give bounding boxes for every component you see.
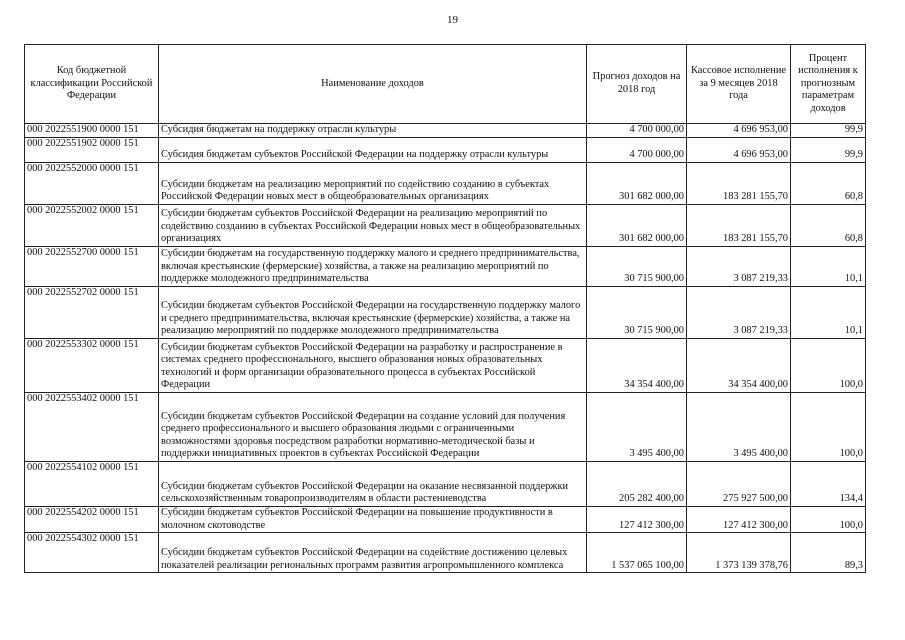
header-percent: Процент исполнения к прогнозным параметрам доходов [791, 45, 866, 124]
table-row [25, 163, 866, 205]
table-row [25, 507, 866, 533]
page-number: 19 [447, 14, 458, 26]
row-executed: 183 281 155,70 [687, 205, 791, 247]
row-forecast: 4 700 000,00 [587, 138, 687, 163]
row-executed: 275 927 500,00 [687, 462, 791, 507]
row-name: Субсидия бюджетам на поддержку отрасли культуры [159, 124, 587, 138]
row-executed: 4 696 953,00 [687, 124, 791, 138]
row-name: Субсидии бюджетам субъектов Российской Федерации на реализацию мероприятий по содействию созданию в субъектах Российской Федерации новых мест в общеобразовательных организациях [159, 205, 587, 247]
row-code: 000 2022552702 0000 151 [25, 287, 159, 339]
header-name: Наименование доходов [159, 45, 587, 124]
row-name: Субсидия бюджетам субъектов Российской Федерации на поддержку отрасли культуры [159, 138, 587, 163]
row-code: 000 2022553302 0000 151 [25, 339, 159, 393]
revenue-table [24, 44, 866, 573]
row-percent: 100,0 [791, 507, 866, 533]
row-code: 000 2022552002 0000 151 [25, 205, 159, 247]
row-percent: 89,3 [791, 533, 866, 573]
row-executed: 127 412 300,00 [687, 507, 791, 533]
row-code: 000 2022552000 0000 151 [25, 163, 159, 205]
row-forecast: 205 282 400,00 [587, 462, 687, 507]
row-executed: 4 696 953,00 [687, 138, 791, 163]
row-name: Субсидии бюджетам субъектов Российской Федерации на государственную поддержку малого и среднего предпринимательства, включая крестьянские (фермерские) хозяйства, а также на реализацию мероприятий по поддержке молодежного предпринимательства [159, 287, 587, 339]
table-row [25, 205, 866, 247]
row-percent: 100,0 [791, 393, 866, 462]
row-name: Субсидии бюджетам субъектов Российской Федерации на создание условий для получения среднего профессионального и высшего образования людьми с ограниченными возможностями здоровья посредством разработки нормативно-методической базы и поддержки инициативных проектов в субъектах Российской Федерации [159, 393, 587, 462]
row-forecast: 30 715 900,00 [587, 247, 687, 287]
row-code: 000 2022552700 0000 151 [25, 247, 159, 287]
row-code: 000 2022551902 0000 151 [25, 138, 159, 163]
row-forecast: 301 682 000,00 [587, 205, 687, 247]
row-executed: 3 495 400,00 [687, 393, 791, 462]
row-percent: 100,0 [791, 339, 866, 393]
row-percent: 99,9 [791, 138, 866, 163]
table-row [25, 138, 866, 163]
row-forecast: 301 682 000,00 [587, 163, 687, 205]
row-code: 000 2022554202 0000 151 [25, 507, 159, 533]
row-percent: 10,1 [791, 247, 866, 287]
row-percent: 99,9 [791, 124, 866, 138]
header-forecast: Прогноз доходов на 2018 год [587, 45, 687, 124]
row-name: Субсидии бюджетам субъектов Российской Федерации на оказание несвязанной поддержки сельскохозяйственным товаропроизводителям в области растениеводства [159, 462, 587, 507]
table-row [25, 124, 866, 138]
row-code: 000 2022553402 0000 151 [25, 393, 159, 462]
row-percent: 60,8 [791, 205, 866, 247]
header-code: Код бюджетной классификации Российской Федерации [25, 45, 159, 124]
table-row [25, 247, 866, 287]
row-forecast: 3 495 400,00 [587, 393, 687, 462]
row-executed: 1 373 139 378,76 [687, 533, 791, 573]
row-code: 000 2022554302 0000 151 [25, 533, 159, 573]
row-forecast: 1 537 065 100,00 [587, 533, 687, 573]
row-code: 000 2022551900 0000 151 [25, 124, 159, 138]
row-percent: 60,8 [791, 163, 866, 205]
row-forecast: 127 412 300,00 [587, 507, 687, 533]
row-forecast: 34 354 400,00 [587, 339, 687, 393]
row-forecast: 30 715 900,00 [587, 287, 687, 339]
row-name: Субсидии бюджетам субъектов Российской Федерации на разработку и распространение в системах среднего профессионального, высшего образования новых образовательных технологий и форм организации образовательного процесса в субъектах Российской Федерации [159, 339, 587, 393]
table-row [25, 339, 866, 393]
row-executed: 34 354 400,00 [687, 339, 791, 393]
row-name: Субсидии бюджетам субъектов Российской Федерации на повышение продуктивности в молочном скотоводстве [159, 507, 587, 533]
row-percent: 134,4 [791, 462, 866, 507]
row-executed: 3 087 219,33 [687, 247, 791, 287]
header-executed: Кассовое исполнение за 9 месяцев 2018 года [687, 45, 791, 124]
row-forecast: 4 700 000,00 [587, 124, 687, 138]
row-name: Субсидии бюджетам субъектов Российской Федерации на содействие достижению целевых показателей реализации региональных программ развития агропромышленного комплекса [159, 533, 587, 573]
table-row [25, 393, 866, 462]
row-executed: 3 087 219,33 [687, 287, 791, 339]
row-name: Субсидии бюджетам на реализацию мероприятий по содействию созданию в субъектах Российской Федерации новых мест в общеобразовательных организациях [159, 163, 587, 205]
table-row [25, 533, 866, 573]
table-header-row [25, 45, 866, 124]
row-executed: 183 281 155,70 [687, 163, 791, 205]
row-code: 000 2022554102 0000 151 [25, 462, 159, 507]
table-row [25, 287, 866, 339]
row-percent: 10,1 [791, 287, 866, 339]
table-row [25, 462, 866, 507]
row-name: Субсидии бюджетам на государственную поддержку малого и среднего предпринимательства, включая крестьянские (фермерские) хозяйства, а также на реализацию мероприятий по поддержке молодежного предпринимательства [159, 247, 587, 287]
